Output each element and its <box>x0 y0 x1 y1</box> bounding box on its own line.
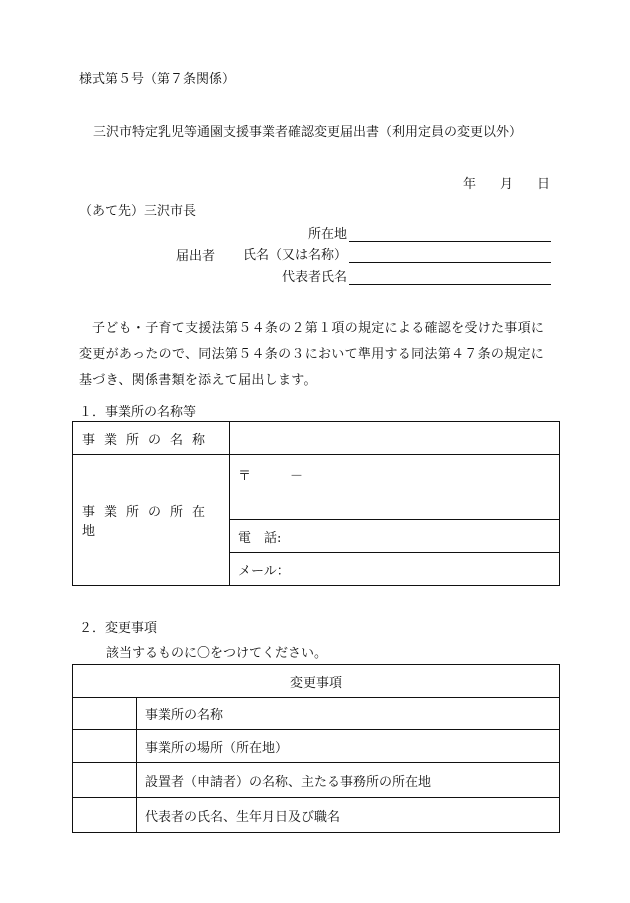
facility-name-label: 事業所の名称 <box>73 422 230 455</box>
signature-address-row <box>308 222 551 242</box>
filer-label: 届出者 <box>176 249 216 264</box>
change-item-check-2[interactable] <box>73 730 137 763</box>
change-item-2: 事業所の場所（所在地） <box>137 730 560 763</box>
facility-table <box>72 421 560 586</box>
change-item-3: 設置者（申請者）の名称、主たる事務所の所在地 <box>137 763 560 798</box>
signature-rep-row <box>282 265 551 285</box>
date-month: 月 <box>499 177 513 192</box>
section1-heading: １．事業所の名称等 <box>79 405 197 420</box>
section2-heading: ２．変更事項 <box>79 621 158 636</box>
change-item-check-1[interactable] <box>73 698 137 730</box>
signature-name-row <box>243 243 551 263</box>
signature-rep-label: 代表者氏名 <box>281 270 347 285</box>
date-day: 日 <box>536 177 550 192</box>
form-number: 様式第５号（第７条関係） <box>79 72 236 87</box>
email-label: メール： <box>238 563 290 579</box>
facility-postal-field[interactable] <box>230 455 560 520</box>
addressee: （あて先）三沢市長 <box>79 204 197 219</box>
facility-phone-field[interactable] <box>230 520 560 553</box>
facility-name-field[interactable] <box>230 422 560 455</box>
date-line <box>439 173 550 192</box>
signature-address-field[interactable] <box>349 227 551 242</box>
signature-rep-field[interactable] <box>349 270 551 285</box>
signature-address-label: 所在地 <box>307 227 347 242</box>
date-year: 年 <box>462 177 476 192</box>
facility-address-label: 事業所の所在地 <box>73 455 230 586</box>
change-items-header: 変更事項 <box>73 665 560 698</box>
section2-instruction: 該当するものに〇をつけてください。 <box>106 646 328 661</box>
body-text: 子ども・子育て支援法第５４条の２第１項の規定による確認を受けた事項に変更があったので、同法第５４条の３において準用する同法第４７条の規定に基づき、関係書類を添えて届出します。 <box>79 321 545 388</box>
change-item-1: 事業所の名称 <box>137 698 560 730</box>
signature-name-field[interactable] <box>349 248 551 263</box>
change-item-check-3[interactable] <box>73 763 137 798</box>
facility-email-field[interactable] <box>230 553 560 586</box>
change-item-check-4[interactable] <box>73 798 137 833</box>
change-item-4: 代表者の氏名、生年月日及び職名 <box>137 798 560 833</box>
change-items-table <box>72 664 560 833</box>
signature-name-label: 氏名（又は名称） <box>242 248 347 263</box>
phone-label: 電 話: <box>238 530 282 546</box>
document-title: 三沢市特定乳児等通園支援事業者確認変更届出書（利用定員の変更以外） <box>93 125 523 140</box>
postal-mark: 〒 － <box>238 469 304 484</box>
